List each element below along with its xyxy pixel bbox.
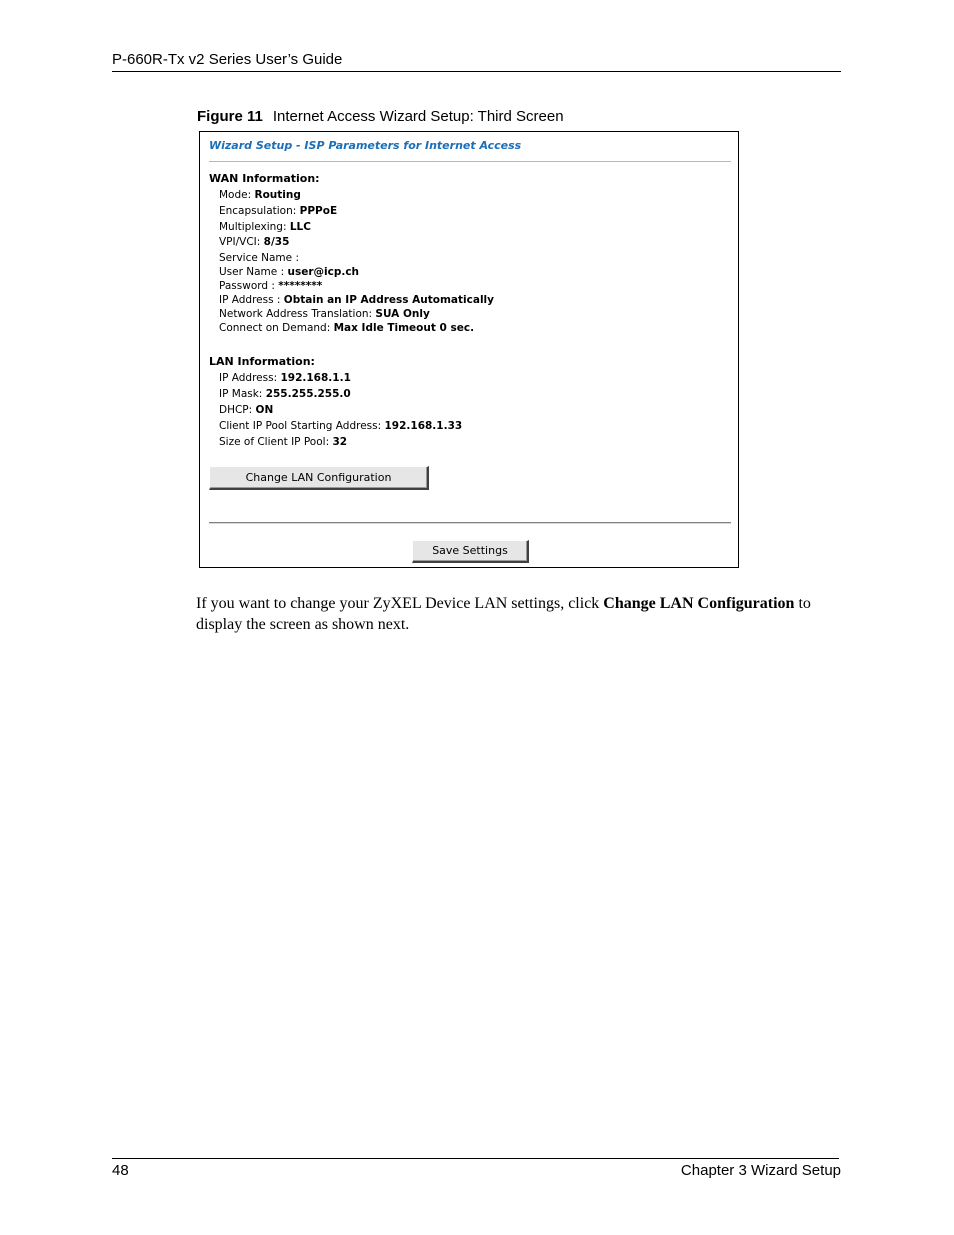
field-label: DHCP: — [219, 404, 256, 416]
wan-field-vpi-vci — [219, 236, 289, 249]
field-label: Connect on Demand: — [219, 322, 334, 334]
field-label: Network Address Translation: — [219, 308, 376, 320]
field-value: user@icp.ch — [287, 266, 360, 278]
lan-heading: LAN Information: — [209, 355, 315, 368]
body-text-before: If you want to change your ZyXEL Device LAN settings, click — [196, 595, 604, 612]
lan-field-ip-mask — [219, 388, 351, 401]
body-text-bold: Change LAN Configuration — [603, 595, 795, 612]
change-lan-configuration-button[interactable]: Change LAN Configuration — [209, 466, 429, 490]
wan-field-user-name — [219, 266, 359, 279]
field-value: LLC — [289, 221, 311, 233]
figure-caption — [197, 108, 564, 126]
wan-field-multiplexing — [219, 221, 311, 234]
field-label: Password : — [219, 280, 279, 292]
field-label: Client IP Pool Starting Address: — [219, 420, 385, 432]
wan-field-nat — [219, 308, 430, 321]
field-value: 8/35 — [263, 236, 290, 248]
field-value: ******** — [278, 280, 323, 292]
field-label: Mode: — [219, 189, 255, 201]
field-label: IP Address : — [219, 294, 284, 306]
body-text-after: to display the screen as shown next. — [196, 595, 811, 633]
field-label: Service Name : — [219, 252, 299, 264]
wan-field-mode — [219, 189, 301, 202]
lan-field-pool-size — [219, 436, 347, 449]
field-label: VPI/VCI: — [219, 236, 264, 248]
field-value: Obtain an IP Address Automatically — [283, 294, 494, 306]
body-paragraph — [196, 593, 846, 635]
field-label: User Name : — [219, 266, 288, 278]
field-value: ON — [255, 404, 274, 416]
figure-label: Figure 11 — [197, 108, 263, 125]
field-label: Size of Client IP Pool: — [219, 436, 333, 448]
field-value: 32 — [332, 436, 348, 448]
footer-rule — [112, 1158, 839, 1159]
field-value: 192.168.1.33 — [384, 420, 463, 432]
lan-field-ip-address — [219, 372, 351, 385]
field-value: SUA Only — [375, 308, 430, 320]
field-label: IP Mask: — [219, 388, 266, 400]
lan-field-pool-start — [219, 420, 462, 433]
field-label: Encapsulation: — [219, 205, 300, 217]
screen-title: Wizard Setup - ISP Parameters for Internet Access — [209, 139, 522, 152]
wan-field-service-name — [219, 252, 299, 265]
chapter-title: Chapter 3 Wizard Setup — [680, 1162, 841, 1179]
field-label: IP Address: — [219, 372, 281, 384]
wan-field-password — [219, 280, 322, 293]
field-value: 192.168.1.1 — [280, 372, 351, 384]
title-divider — [209, 161, 731, 162]
field-value: Routing — [254, 189, 301, 201]
figure-caption-text: Internet Access Wizard Setup: Third Screen — [272, 108, 564, 125]
wan-field-encapsulation — [219, 205, 337, 218]
field-label: Multiplexing: — [219, 221, 290, 233]
field-value: 255.255.255.0 — [265, 388, 351, 400]
field-value: PPPoE — [299, 205, 338, 217]
lan-field-dhcp — [219, 404, 273, 417]
page-header: P-660R-Tx v2 Series User’s Guide — [112, 51, 841, 72]
wan-field-connect-on-demand — [219, 322, 474, 335]
field-value: Max Idle Timeout 0 sec. — [333, 322, 475, 334]
wan-heading: WAN Information: — [209, 172, 320, 185]
wizard-screen — [200, 132, 738, 567]
bottom-divider — [209, 522, 731, 524]
figure-screenshot-frame — [199, 131, 739, 568]
wan-field-ip-address — [219, 294, 494, 307]
save-settings-button[interactable]: Save Settings — [412, 540, 529, 563]
page-number: 48 — [112, 1162, 129, 1179]
